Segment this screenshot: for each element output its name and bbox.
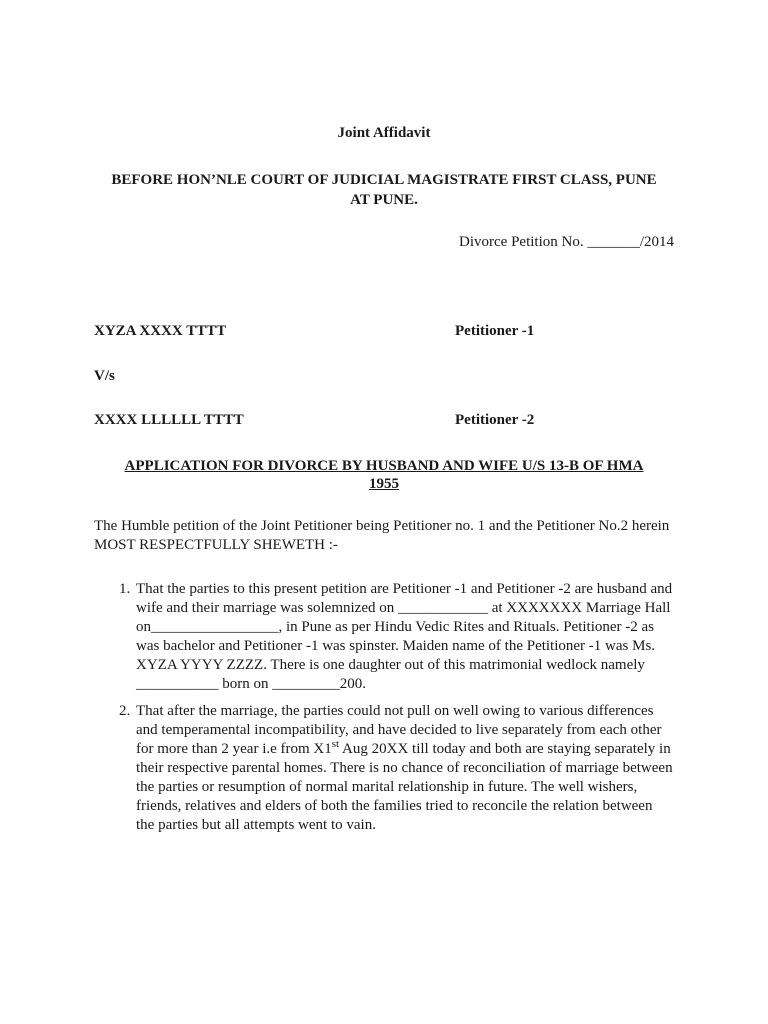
list-item-number: 1. xyxy=(119,581,131,597)
versus-label: V/s xyxy=(94,368,115,384)
document-title: Joint Affidavit xyxy=(337,125,431,141)
court-heading-line1: BEFORE HON’NLE COURT OF JUDICIAL MAGISTRATE FIRST CLASS, PUNE xyxy=(111,172,657,188)
party1-name: XYZA XXXX TTTT xyxy=(94,323,227,339)
application-heading xyxy=(96,457,672,493)
list-item-text: That the parties to this present petition are Petitioner -1 and Petitioner -2 are husband and wife and their marriage was solemnized on ____________ at XXXXXXX Marriage Hall on_________________, in Pune as per Hindu Vedic Rites and Rituals. Petitioner -2 as was bachelor and Petitioner -1 was spinster. Maiden name of the Petitioner -1 was Ms. XYZA YYYY ZZZZ. There is one daughter out of this matrimonial wedlock namely ___________ born on _________200. xyxy=(136,581,673,692)
list-item-text-part2: Aug 20XX till today and both are staying separately in their respective parental homes. There is no chance of reconciliation of marriage between the parties or resumption of normal marital relationship in future. The well wishers, friends, relatives and elders of both the families tried to reconcile the relation between the parties but all attempts went to vain. xyxy=(136,741,673,833)
petition-number: Divorce Petition No. _______/2014 xyxy=(459,234,674,250)
intro-paragraph: The Humble petition of the Joint Petitioner being Petitioner no. 1 and the Petitioner No.2 herein MOST RESPECTFULLY SHEWETH :- xyxy=(94,518,670,553)
party1-role: Petitioner -1 xyxy=(455,323,535,339)
numbered-paragraphs xyxy=(94,580,674,843)
list-item-text-part1: That after the marriage, the parties could not pull on well owing to various differences and temperamental incompatibility, and have decided to live separately from each other for more than 2 year i.e from X1 xyxy=(136,703,662,757)
party2-role: Petitioner -2 xyxy=(455,412,535,428)
court-heading xyxy=(90,170,678,210)
ordinal-superscript: st xyxy=(331,738,340,750)
party2-name: XXXX LLLLLL TTTT xyxy=(94,412,244,428)
application-heading-line2: 1955 xyxy=(369,476,399,492)
court-heading-line2: AT PUNE. xyxy=(350,192,418,208)
application-heading-line1: APPLICATION FOR DIVORCE BY HUSBAND AND WIFE U/S 13-B OF HMA xyxy=(124,458,644,474)
list-item xyxy=(94,580,674,694)
list-item xyxy=(94,702,674,835)
list-item-number: 2. xyxy=(119,703,131,719)
